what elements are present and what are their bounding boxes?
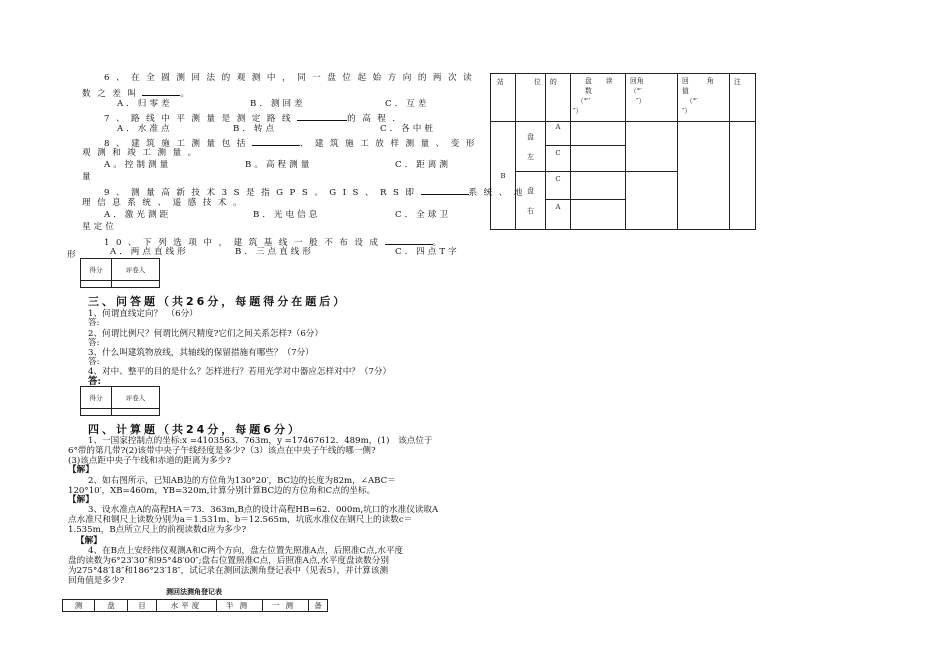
col-note: 备: [309, 600, 328, 612]
s4-p2-solve: 【解】: [68, 495, 94, 505]
target-c-right: C: [546, 172, 571, 200]
q9-option-b: B．光电信息: [253, 210, 321, 220]
answer-blank[interactable]: [297, 111, 347, 121]
hdr-target: 的: [546, 74, 571, 122]
s4-p2-line1: 2、如右图所示，已知AB边的方位角为130°20′，BC边的长度为82m，∠ABC＝: [88, 476, 396, 486]
s3-q3: 3、什么叫建筑物放线，其轴线的保留措施有哪些？（7分）: [88, 348, 314, 358]
s4-p3-solve: 【解】: [76, 536, 102, 546]
q6-option-c: C．互差: [385, 99, 430, 109]
note-cell[interactable]: [730, 122, 756, 230]
q7-option-a: A．水准点: [117, 124, 173, 134]
col-station: 测: [63, 600, 95, 612]
face-left: 盘 左: [516, 122, 546, 172]
s4-p4-line3: 为275°48′18″和186°23′18″，试记录在测回法测角登记表中（见表5），并计算该测: [68, 566, 389, 576]
hdr-half-angle: 回角 （°′ ″）: [626, 74, 678, 122]
col-reading: 水平度: [157, 600, 217, 612]
q6-stem-cont: 数之差叫 。: [82, 86, 196, 100]
table-caption: 测回法测角登记表: [166, 588, 222, 596]
score-cell[interactable]: [81, 281, 112, 288]
q8-option-c: C．距离测: [395, 160, 451, 170]
q7-stem: 7、路线中平测量是测定路线 的高程．: [104, 111, 407, 125]
q9-option-c-cont: 星定位: [82, 222, 117, 232]
q7-option-b: B．转点: [233, 124, 278, 134]
s4-p1-solve: 【解】: [68, 465, 94, 475]
q8-stem-cont: 观测和竣工测量。: [82, 148, 203, 158]
q7-option-c: C．各中桩: [380, 124, 436, 134]
q9-stem-cont: 理信息系统、遥感技术。: [82, 198, 249, 208]
section-4-title: 四、计算题（共24分，每题6分）: [88, 423, 302, 436]
q6-option-b: B．测回差: [250, 99, 306, 109]
grader-cell[interactable]: [112, 409, 160, 416]
reading-cell[interactable]: [571, 200, 626, 230]
s4-p1-line3: (3)该点距中央子午线和赤道的距离为多少?: [68, 456, 231, 466]
s4-p3-line3: 1.535m，B点所立尺上的前视读数d应为多少?: [68, 525, 247, 535]
q8-option-a: A。控制测量: [104, 160, 172, 170]
col-position: 盘: [95, 600, 128, 612]
score-box: [80, 258, 160, 288]
grader-cell[interactable]: [112, 281, 160, 288]
q10-stem: 10、下列选项中，建筑基线一般不布设成 。: [104, 235, 448, 249]
one-angle-cell[interactable]: [678, 122, 730, 230]
hdr-reading: 盘 读 数 （°′′ ″）: [571, 74, 626, 122]
target-a-right: A: [546, 200, 571, 230]
score-box: [80, 386, 160, 416]
q10-option-b: B．三点直线形: [235, 247, 314, 257]
s4-p3-line2: 点水准尺和钢尺上读数分别为a＝1.531m、b＝12.565m，坑底水准仪在钢尺上的读数c＝: [68, 515, 413, 525]
section-3-title: 三、问答题（共26分，每题得分在题后）: [88, 295, 348, 308]
s3-a3[interactable]: 答:: [88, 357, 100, 367]
s4-p4-line1: 4、在B点上安经纬仪观测A和C两个方向，盘左位置先照准A点，后照准C点,水平度: [88, 546, 404, 556]
hdr-station: 站: [491, 74, 516, 122]
angle-register-table: [490, 73, 756, 230]
s4-p2-line2: 120°10′，XB=460m，YB=320m,计算分别计算BC边的方位角和C点的坐标。: [68, 486, 376, 496]
reading-cell[interactable]: [571, 146, 626, 172]
reading-cell[interactable]: [571, 122, 626, 146]
s4-p4-line4: 回角值是多少?: [68, 576, 125, 586]
q8-option-c-cont: 量: [82, 172, 91, 182]
half-angle-right-cell[interactable]: [626, 172, 678, 230]
hdr-one-angle: 回 角 值 （°′ ″）: [678, 74, 730, 122]
half-angle-left-cell[interactable]: [626, 122, 678, 172]
answer-blank[interactable]: [252, 136, 300, 146]
score-label: 得分: [81, 259, 112, 281]
s4-p4-line2: 盘的读数为6°23′30″和95°48′00″;盘右位置照准C点，后照准A点,水平度盘读数分别: [68, 556, 389, 566]
reading-cell[interactable]: [571, 172, 626, 200]
s3-q4: 4、对中、整平的目的是什么？怎样进行？若用光学对中器应怎样对中？（7分）: [88, 367, 392, 377]
target-c-left: C: [546, 146, 571, 172]
grader-label: 评卷人: [112, 259, 160, 281]
q10-option-c: C．四点T字: [395, 247, 460, 257]
s3-a1[interactable]: 答:: [88, 318, 100, 328]
q9-stem: 9、测量高新技术3S是指GPS、GIS、RS即 系统、地: [104, 185, 529, 199]
register-header-row: [491, 74, 756, 122]
q10-option-c-cont: 形: [67, 250, 76, 260]
answer-blank[interactable]: [142, 86, 180, 96]
score-cell[interactable]: [81, 409, 112, 416]
hdr-position: 位: [516, 74, 546, 122]
q8-stem: 8、建筑施工测量包括 、建筑施工放样测量、变形: [104, 136, 481, 150]
station-b: B: [491, 122, 516, 230]
q6-option-a: A．归零差: [117, 99, 173, 109]
face-right: 盘 右: [516, 172, 546, 230]
q10-option-a: A．两点直线形: [110, 247, 189, 257]
col-target: 目: [128, 600, 157, 612]
answer-blank[interactable]: [385, 235, 433, 245]
s4-p1-line2: 6°带的第几带?(2)该带中央子午线经度是多少?（3）该点在中央子午线的哪一侧?: [68, 446, 376, 456]
grader-label: 评卷人: [112, 387, 160, 409]
target-a-left: A: [546, 122, 571, 146]
q9-option-c: C．全球卫: [395, 210, 451, 220]
bottom-register-header: [62, 599, 328, 612]
s3-q1: 1、何谓直线定向？ （6分）: [88, 309, 198, 319]
col-half: 半测: [217, 600, 263, 612]
q9-option-a: A．激光测距: [104, 210, 172, 220]
col-one: 一测: [263, 600, 309, 612]
s3-q2: 2、何谓比例尺？何谓比例尺精度?它们之间关系怎样?（6分）: [88, 329, 323, 339]
s3-a4[interactable]: 答:: [88, 376, 102, 387]
q8-option-b: B。高程测量: [245, 160, 313, 170]
score-label: 得分: [81, 387, 112, 409]
answer-blank[interactable]: [421, 185, 469, 195]
q6-stem: 6、在全圆测回法的观测中，同一盘位起始方向的两次读: [104, 73, 479, 83]
s4-p3-line1: 3、设水准点A的高程HA＝73．363m,B点的设计高程HB=62．000m,坑口的水准仪读取A: [88, 505, 439, 515]
hdr-note: 注: [730, 74, 756, 122]
s4-p1-line1: 1、一国家控制点的坐标:x =4103563．763m，y =17467612．489m，(1) 该点位于: [88, 436, 433, 446]
s3-a2[interactable]: 答:: [88, 338, 100, 348]
